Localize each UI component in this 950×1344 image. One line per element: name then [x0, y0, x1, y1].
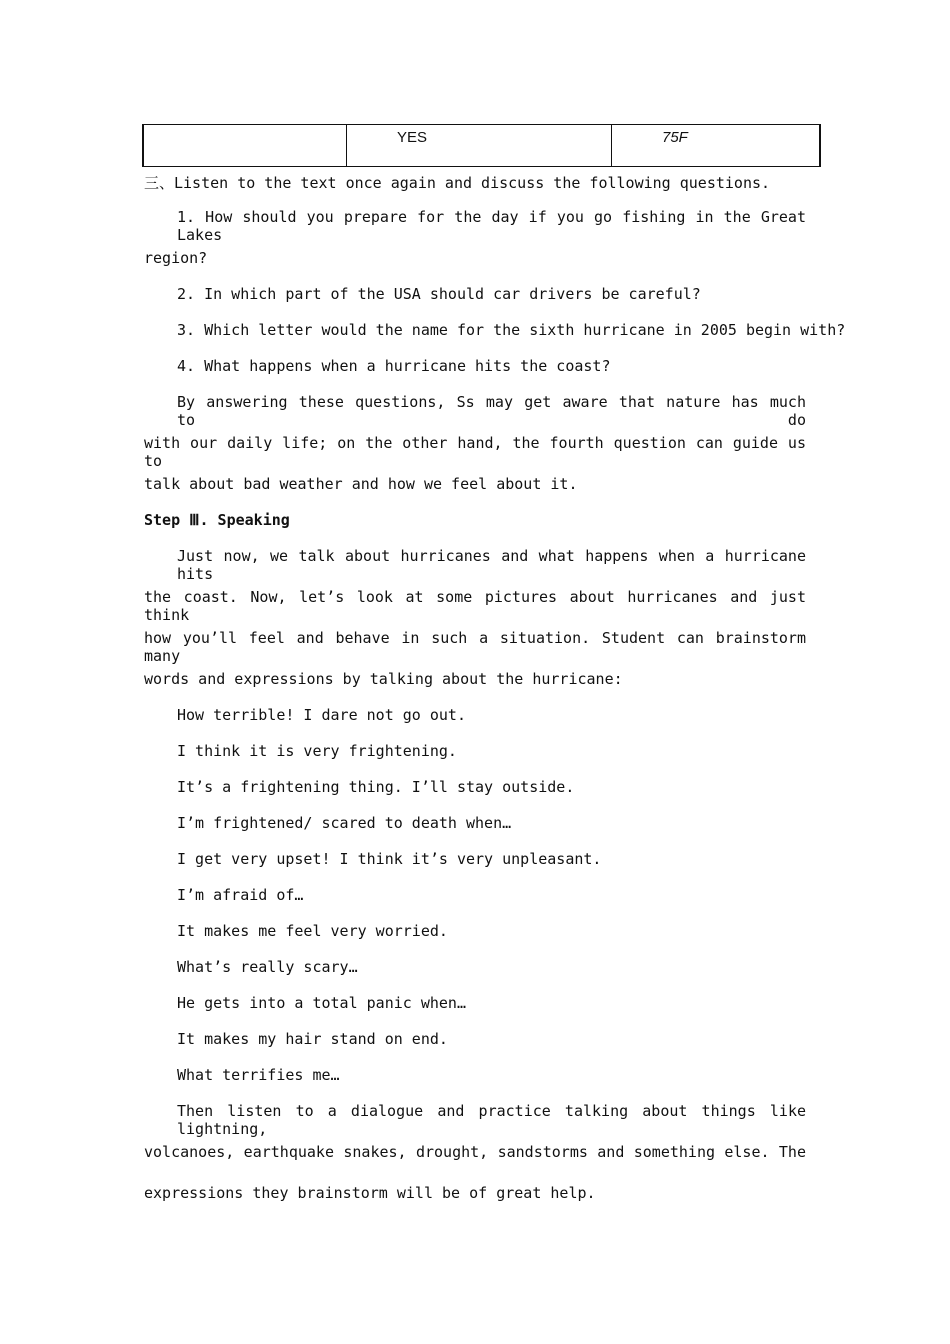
- expression-item: I get very upset! I think it’s very unpleasant.: [177, 850, 602, 868]
- expression-item: He gets into a total panic when…: [177, 994, 466, 1012]
- step-heading: Step Ⅲ. Speaking: [144, 511, 290, 529]
- expression-item: What’s really scary…: [177, 958, 358, 976]
- paragraph-line: words and expressions by talking about the hurricane:: [144, 670, 623, 688]
- table-row: [143, 125, 820, 167]
- question-1: 1. How should you prepare for the day if you go fishing in the Great Lakes: [177, 208, 806, 244]
- paragraph-line: volcanoes, earthquake snakes, drought, sandstorms and something else. The: [144, 1143, 806, 1161]
- paragraph-line: Then listen to a dialogue and practice talking about things like lightning,: [177, 1102, 806, 1138]
- expression-item: What terrifies me…: [177, 1066, 340, 1084]
- paragraph-line: expressions they brainstorm will be of great help.: [144, 1184, 596, 1202]
- question-3: 3. Which letter would the name for the sixth hurricane in 2005 begin with?: [177, 321, 846, 339]
- table-cell: YES: [347, 125, 612, 167]
- weather-table: [142, 124, 821, 167]
- expression-item: I’m afraid of…: [177, 886, 304, 904]
- expression-item: It’s a frightening thing. I’ll stay outside.: [177, 778, 575, 796]
- question-4: 4. What happens when a hurricane hits the coast?: [177, 357, 611, 375]
- paragraph-line: the coast. Now, let’s look at some pictures about hurricanes and just think: [144, 588, 806, 624]
- paragraph-line: with our daily life; on the other hand, the fourth question can guide us to: [144, 434, 806, 470]
- expression-item: It makes me feel very worried.: [177, 922, 448, 940]
- expression-item: I’m frightened/ scared to death when…: [177, 814, 512, 832]
- question-2: 2. In which part of the USA should car drivers be careful?: [177, 285, 701, 303]
- paragraph-line: talk about bad weather and how we feel about it.: [144, 475, 578, 493]
- expression-item: How terrible! I dare not go out.: [177, 706, 466, 724]
- expression-item: It makes my hair stand on end.: [177, 1030, 448, 1048]
- question-1-cont: region?: [144, 249, 208, 267]
- paragraph-line: how you’ll feel and behave in such a situation. Student can brainstorm many: [144, 629, 806, 665]
- expression-item: I think it is very frightening.: [177, 742, 457, 760]
- section-heading: 三、Listen to the text once again and discuss the following questions.: [144, 174, 771, 192]
- paragraph-line: By answering these questions, Ss may get aware that nature has much to do: [177, 393, 806, 429]
- table-cell: 75F: [612, 125, 821, 167]
- table-cell: [143, 125, 347, 167]
- paragraph-line: Just now, we talk about hurricanes and what happens when a hurricane hits: [177, 547, 806, 583]
